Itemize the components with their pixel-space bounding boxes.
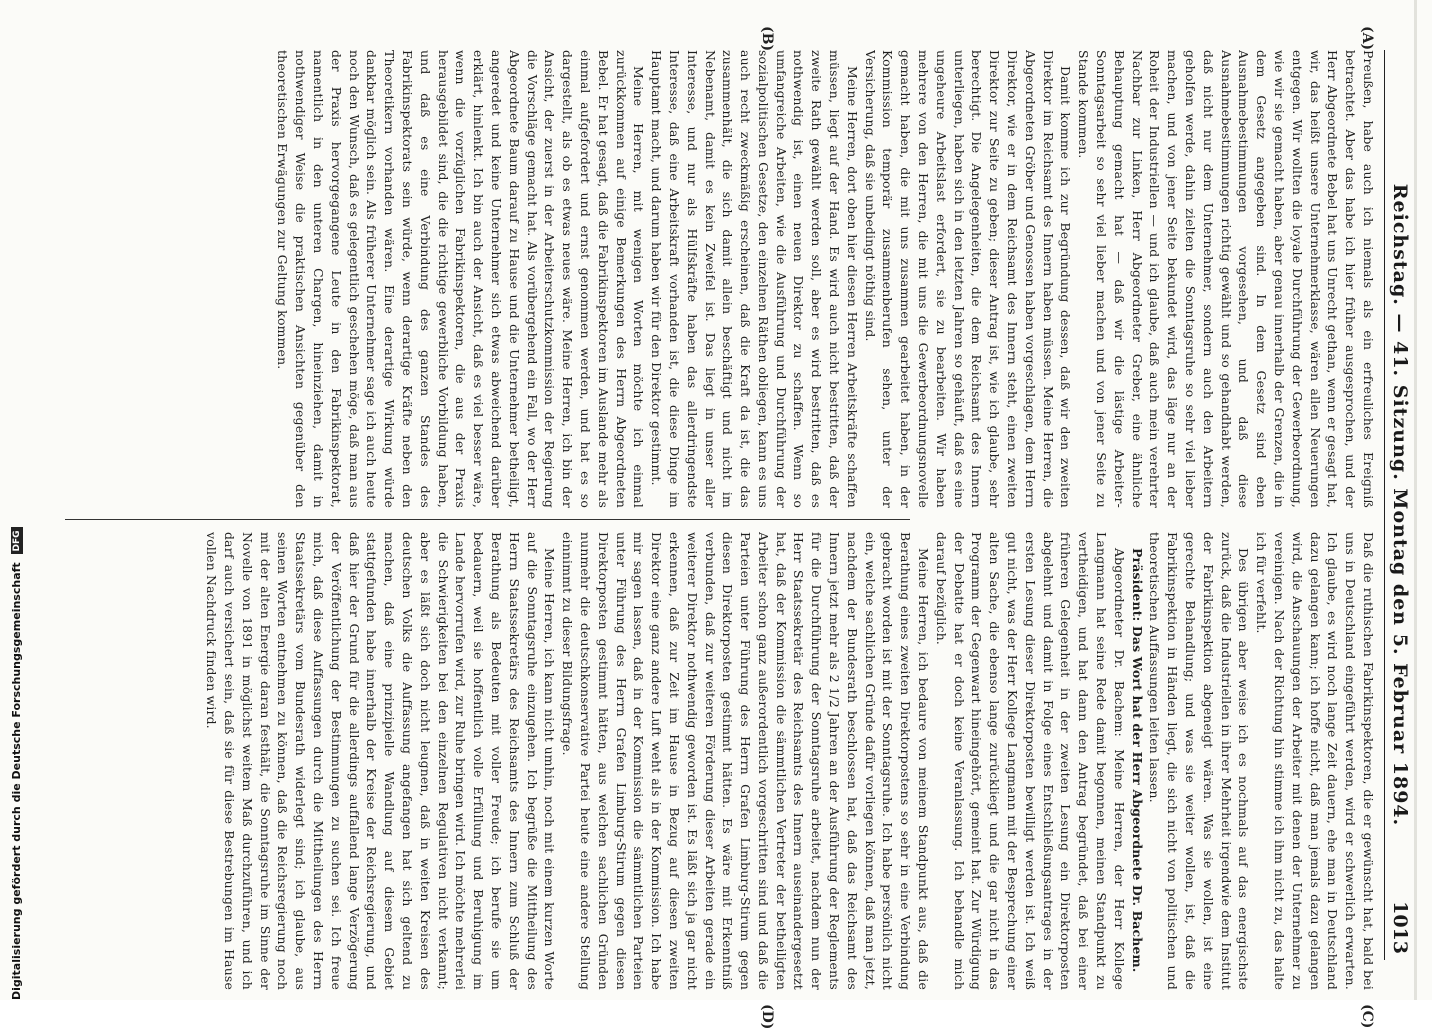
paragraph: Meine Herren, ich kann nicht umhin, noch mit einem kurzen Worte auf die Sonntagsruhe einzugehen. Ich begrüße die Mittheilung des Herrn Staatssekretärs des Reichsamts des Innern zum Schluß der Berathung als Bedeuten mit voller Freude; ich berufe sie um bedauern, weil sie hoffentlich volle Erfüllung und Beruhigung im Lande hervorrufen wird, zur Ruhe bringen wird. Ich möchte mehrerlei die Schwierigkeiten bei den einzelnen Regulativen nicht verkannt; aber es läßt sich doch nicht leugnen, daß in weiten Kreisen des deutschen Volks die Auffassung angefangen hat sich geltend zu machen, daß eine prinzipielle Wandlung auf diesem Gebiet stattgefunden habe innerhalb der Kreise der Reichsregierung, und daß hier der Grund für die allerdings auffallend lange Verzögerung der Veröffentlichung der Bestimmungen zu suchen sei. Ich freue mich, daß diese Auffassungen durch die Mittheilungen des Herrn Staatssekretärs vom Bundesrath widerlegt sind; ich glaube, aus seinen Worten entnehmen zu können, daß die Reichsregierung noch mit der alten Energie daran festhält, die Sonntagsruhe im Sinne der Novelle von 1891 in möglichst weitem Maß durchzuführen, und ich darf auch versichert sein, daß sie für diese Bestrebungen im Hause vollen Nachdruck finden wird.	[204, 532, 558, 990]
paragraph: Preußen, habe auch ich niemals als ein erfreuliches Ereigniß betrachtet. Aber das habe ich hier früher ausgesprochen, und der Herr Abgeordnete Bebel hat uns Unrecht gethan, wenn er gesagt hat, wir, das heißt unsere Unternehmerklasse, wären allen Neuerungen entgegen. Wir wollten die loyale Durchführung der Gewerbeordnung, wie wir sie gemacht haben, aber genau innerhalb der Grenzen, die in dem Gesetz angegeben sind. In dem Gesetz sind eben Ausnahmebestimmungen vorgesehen, und daß diese Ausnahmebestimmungen richtig gewählt und so gehandhabt werden, daß nicht nur dem Unternehmer, sondern auch den Arbeitern geholfen werde, dahin zielten die Sonntagsruhe so sehr viel lieber machen, und von jener Seite bekundet wird, das läge nur an der Roheit der Industriellen — und ich glaube, daß auch mein verehrter Nachbar zur Linken, Herr Abgeordneter Greber, eine ähnliche Behauptung gemacht hat — daß wir die lästige Arbeiter-Sonntagsarbeit so sehr viel lieber machen und von jener Seite zu Stande kommen.	[1076, 50, 1376, 508]
left-text-column	[27, 50, 1377, 508]
paragraph: Daß die ruthischen Fabrikinspektoren, die er gewünscht hat, bald bei uns in Deutschland eingeführt werden, wird er schwerlich erwarten. Ich glaube, es wird noch lange Zeit dauern, ehe man in Deutschland dazu gelangen kann; ich hoffe nicht, daß man jemals dazu gelangen wird, die Anschauungen der Arbeiter mit denen der Unternehmer zu vereinigen. Nach der Richtung hin stimme ich ihm nicht zu, das halte ich für verfehlt.	[1254, 532, 1376, 990]
paragraph: Meine Herren, ich bedaure von meinem Standpunkt aus, daß die Berathung eines zweiten Direktorpostens so sehr in eine Verbindung gebracht worden ist mit der Sonntagsruhe. Ich habe persönlich nicht ein, welche sachlichen Gründe dafür vorliegen können, daß man jetzt, nachdem der Bundesrath beschlossen hat, daß das Reichsamt des Innern jetzt mehr als 2 1/2 Jahren an der Ausführung der Reglements für die Durchführung der Sonntagsruhe arbeitet, nachdem nun der Herr Staatssekretär des Reichsamts des Innern auseinandergesetzt hat, daß der Kommission die sämmtlichen Vertreter der betheiligten Arbeiter schon ganz außerordentlich vorgeschritten sind und daß die Parteien unter Führung des Herrn Grafen Limburg-Stirum gegen diesen Direktorposten gestimmt hätten. Es wäre mit Erkenntniß verbunden, daß zur weiteren Förderung dieser Arbeiten gerade ein weiterer Direktor nothwendig geworden ist. Es läßt sich ja gar nicht erkennen, daß zur Zeit im Hause in Bezug auf diesen zweiten Direktor eine ganz andere Luft weht als in der Kommission. Ich habe mir sagen lassen, daß in der Kommission die sämmtlichen Parteien unter Führung des Herrn Grafen Limburg-Stirum gegen diesen Direktorposten gestimmt hätten, aus welchen sachlichen Gründen nunmehr die deutschkonservative Partei heute eine andere Stellung einnimmt zu dieser Bildungsfrage.	[560, 532, 932, 990]
header-title: Reichstag. — 41. Sitzung. Montag den 5. Februar 1894.	[1389, 183, 1411, 827]
margin-marker-d: (D)	[759, 1004, 775, 1029]
page-edge	[1414, 0, 1417, 1000]
digitization-credit	[8, 530, 26, 1000]
paragraph: Des übrigen aber weise ich es nochmals auf das energischste zurück, daß die Industriellen in ihrer Mehrheit irgendwie dem Institut der Fabrikinspektion abgeneigt wären. Was sie wollen, ist eine gerechte Behandlung; und was sie weiter wollen, ist, daß die Fabrikinspektion in Händen liegt, die sich nicht von politischen und theoretischen Auffassungen leiten lassen.	[1147, 532, 1252, 990]
column-divider	[65, 519, 910, 520]
paragraph: Abgeordneter Dr. Bachem: Meine Herren, der Herr Kollege Langmann hat seine Rede damit begonnen, meinen Standpunkt zu vertheidigen, und hat dann den Antrag begründet, daß bei einer früheren Gelegenheit in der zweiten Lesung ein Direktorposten abgelehnt und damit in Folge eines Entschließungsantrages in der ersten Lesung dieser Direktorposten bewilligt werden ist. Ich weiß gut nicht, was der Herr Kollege Langmann mit der Besprechung einer alten Sache, die ebenso lange zurückliegt und die gar nicht in das Programm der Gegenwart hineingehört, gemeint hat. Zur Würdigung der Debatte hat er doch keine Veranlassung. Ich behandle mich darauf bezüglich.	[933, 532, 1127, 990]
margin-marker-a: (A)	[1359, 26, 1375, 51]
page-number: 1013	[1389, 901, 1411, 954]
speaker-paragraph: Präsident: Das Wort hat der Herr Abgeordnete Dr. Bachem.	[1129, 548, 1145, 973]
credit-text: Digitalisierung gefördert durch die Deutsche Forschungsgemeinschaft	[10, 562, 23, 1000]
paragraph: Meine Herren, mit wenigen Worten möchte ich einmal zurückkommen auf einige Bemerkungen des Herrn Abgeordneten Bebel. Er hat gesagt, daß die Fabrikinspektoren im Auslande mehr als einmal aufgefordert und ernst genommen werden, und hat es so dargestellt, als ob es etwas neues wäre. Meine Herren, ich bin der Ansicht, der zuerst in der Arbeiterschutzkommission der Regierung die Vorschläge gemacht hat. Als vorübergehend ein Fall, wo der Herr Abgeordnete Baum darauf zu Hause und die Unternehmer betheiligt, angeredet und keine Unternehmer sich etwas abweichend darüber erklärt, hinlenkt. Ich bin auch der Ansicht, daß es viel besser wäre, wenn die vorzüglichen Fabrikinspektoren, die aus der Praxis herausgebildet sind, die die richtige gewerbliche Vorbildung haben, und daß es eine Verbindung des ganzen Standes des Fabrikinspektorats sein würde, wenn derartige Kräfte neben den Theoretikern vorhanden wären. Eine derartige Wirkung würde dankbar möglich sein. Als früherer Unternehmer sage ich auch heute noch den Wunsch, daß es gelegentlich geschehen möge, daß man aus der Praxis hervorgegangene Leute in den Fabrikinspektorat, namentlich in den unteren Chargen, hineinziehen, damit in nothwendiger Weise die praktischen Ansichten gegenüber den theoretischen Erwägungen zur Geltung kommen.	[275, 50, 647, 508]
dfg-logo: DFG	[11, 527, 23, 554]
page-header	[1384, 50, 1415, 960]
paragraph: Meine Herren, dort oben hier diesen Herren Arbeitskräfte schaffen müssen, liegt auf der Hand. Es wird auch nicht bestritten, daß der zweite Rath gewählt werden soll, aber es wird bestritten, daß es nothwendig ist, einen neuen Direktor zu schaffen. Wenn so umfangreiche Arbeiten, wie die Ausführung und Durchführung der sozialpolitischen Gesetze, den einzelnen Räthen obliegen, kann es uns auch recht zweckmäßig erscheinen, daß die Kraft da ist, die das zusammenhält, die sich damit allein beschäftigt und nicht im Nebenamt, damit es kein Zweifel ist. Das liegt in unser aller Interesse, und nur als Hülfskräfte haben das allerdringendste Interesse, daß eine Arbeitskraft vorhanden ist, die diese Dinge im Hauptamt macht, und darum haben wir für den Direktor gestimmt.	[649, 50, 860, 508]
right-text-column	[27, 532, 1377, 990]
document-page	[20, 10, 1415, 1029]
margin-marker-b: (B)	[759, 26, 775, 52]
margin-marker-c: (C)	[1359, 1004, 1375, 1029]
paragraph: Damit komme ich zur Begründung dessen, daß wir den zweiten Direktor im Reichsamt des Innern haben müssen. Meine Herren, die Abgeordneten Gröber und Genossen haben vorgeschlagen, dem Herrn Direktor, wie er in dem Reichsamt des Innern steht, einen zweiten Direktor zur Seite zu geben; dieser Antrag ist, wie ich glaube, sehr berechtigt. Die Angelegenheiten, die dem Reichsamt des Innern unterliegen, haben sich in den letzten Jahren so gehäuft, daß es eine ungeheure Arbeitslast erfordert, sie zu bearbeiten. Wir haben mehrere von den Herren, die mit uns die Gewerbeordnungsnovelle gemacht haben, die mit uns zusammen gearbeitet haben, in der Kommission temporär zusammenberufen sehen, unter der Versicherung, daß sie unbedingt nöthig sind.	[862, 50, 1074, 508]
